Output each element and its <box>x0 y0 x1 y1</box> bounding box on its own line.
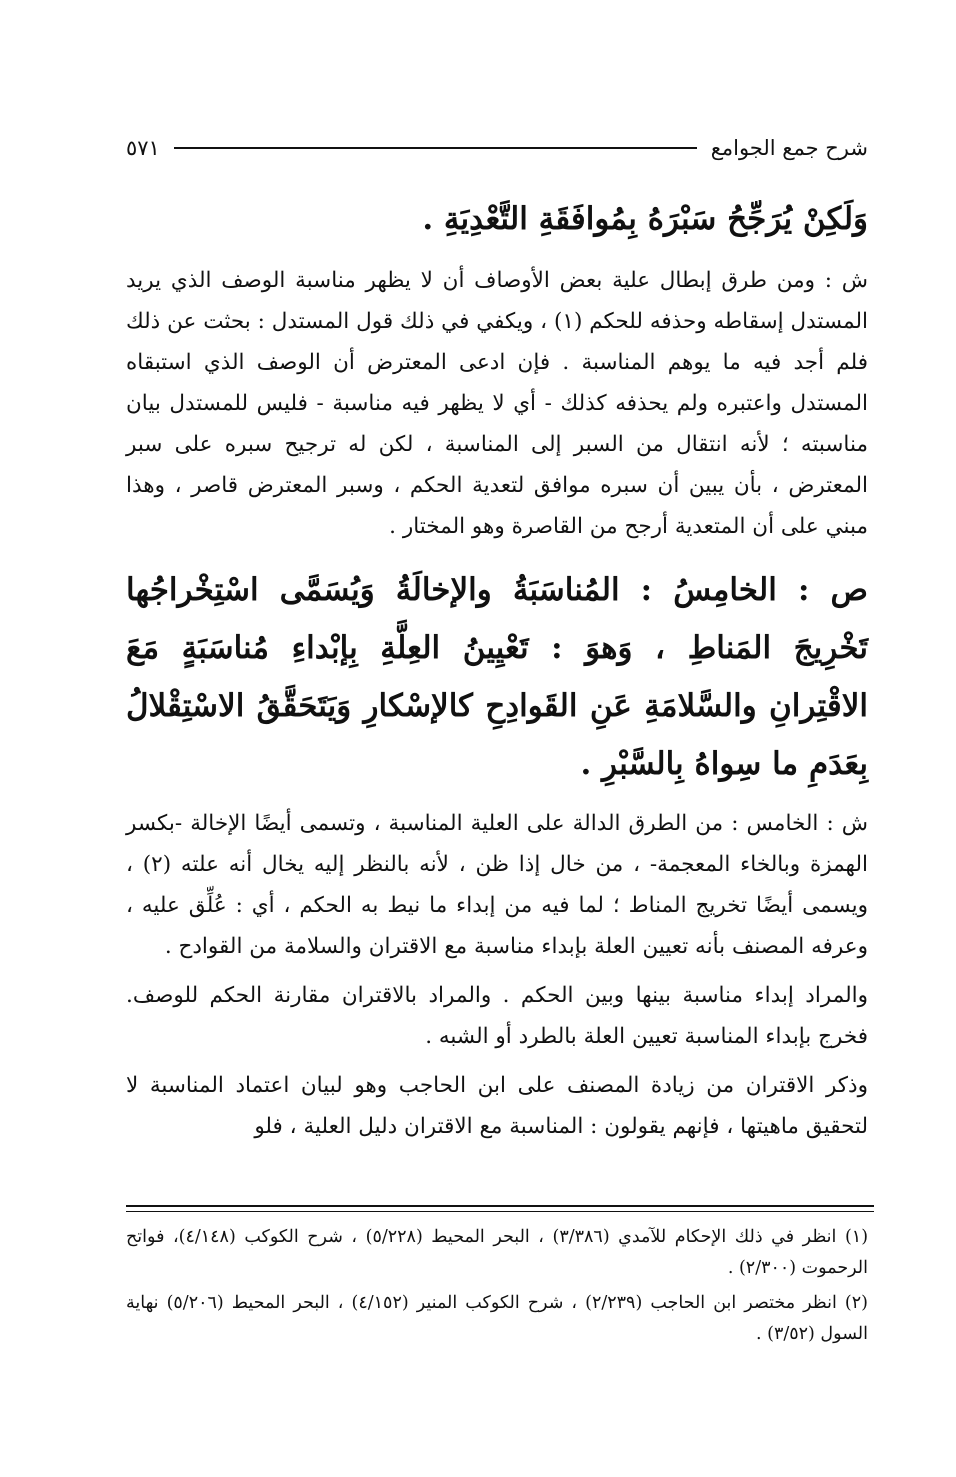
commentary-paragraph-3: والمراد إبداء مناسبة بينها وبين الحكم . والمراد بالاقتران مقارنة الحكم للوصف. فخرج بإبداء المناسبة تعيين العلة بالطرد أو الشبه . <box>126 983 868 1049</box>
main-text <box>126 190 868 1147</box>
footnote-separator <box>126 1205 874 1212</box>
commentary-paragraph-1: ش : ومن طرق إبطال علية بعض الأوصاف أن لا يظهر مناسبة الوصف الذي يريد المستدل إسقاطه وحذفه للحكم (١) ، ويكفي في ذلك قول المستدل : بحثت عن ذلك فلم أجد فيه ما يوهم المناسبة . فإن ادعى المعترض أن الوصف الذي استبقاه المستدل واعتبره ولم يحذفه كذلك - أي لا يظهر فيه مناسبة - فليس للمستدل بيان مناسبته ؛ لأنه انتقال من السبر إلى المناسبة ، لكن له ترجيح سبره على سبر المعترض ، بأن يبين أن سبره موافق لتعدية الحكم ، وسبر المعترض قاصر ، وهذا مبني على أن المتعدية أرجح من القاصرة وهو المختار . <box>126 268 868 539</box>
matn-passage-1: وَلَكِنْ يُرَجِّحُ سَبْرَهُ بِمُوافَقَةِ التَّعْدِيَةِ . <box>422 201 868 237</box>
page-number: ٥٧١ <box>126 136 160 160</box>
running-header <box>126 132 868 164</box>
running-title: شرح جمع الجوامع <box>710 136 868 160</box>
commentary-paragraph-2: ش : الخامس : من الطرق الدالة على العلية المناسبة ، وتسمى أيضًا الإخالة -بكسر الهمزة وبالخاء المعجمة- ، من خال إذا ظن ، لأنه بالنظر إليه يخال أنه علته (٢) ، ويسمى أيضًا تخريج المناط ؛ لما فيه من إبداء ما نيط به الحكم ، أي : عُلِّق عليه ، وعرفه المصنف بأنه تعيين العلة بإبداء مناسبة مع الاقتران والسلامة من القوادح . <box>126 811 868 959</box>
footnote-2: (٢) انظر مختصر ابن الحاجب (٢/٢٣٩) ، شرح الكوكب المنير (٤/١٥٢) ، البحر المحيط (٥/٢٠٦) نهاية السول (٣/٥٢) . <box>126 1293 868 1344</box>
matn-passage-2: ص : الخامِسُ : المُناسَبَةُ والإخالَةُ وَيُسَمَّى اسْتِخْراجُها تَخْرِيجَ المَناطِ ، وَهوَ : تَعْيِينُ العِلَّةِ بِإبْداءِ مُناسَبَةٍ مَعَ الاقْتِرانِ والسَّلامَةِ عَنِ القَوادِحِ كالإسْكارِ وَيَتَحَقَّقُ الاسْتِقْلالُ بِعَدَمِ ما سِواهُ بِالسَّبْرِ . <box>126 572 868 782</box>
footnote-1: (١) انظر في ذلك الإحكام للآمدي (٣/٣٨٦) ، البحر المحيط (٥/٢٢٨) ، شرح الكوكب (٤/١٤٨)، فواتح الرحموت (٢/٣٠٠) . <box>126 1227 869 1278</box>
commentary-paragraph-4: وذكر الاقتران من زيادة المصنف على ابن الحاجب وهو لبيان اعتماد المناسبة لا لتحقيق ماهيتها ، فإنهم يقولون : المناسبة مع الاقتران دليل العلية ، فلو <box>126 1073 868 1139</box>
header-rule <box>174 147 697 149</box>
footnotes <box>126 1222 868 1354</box>
